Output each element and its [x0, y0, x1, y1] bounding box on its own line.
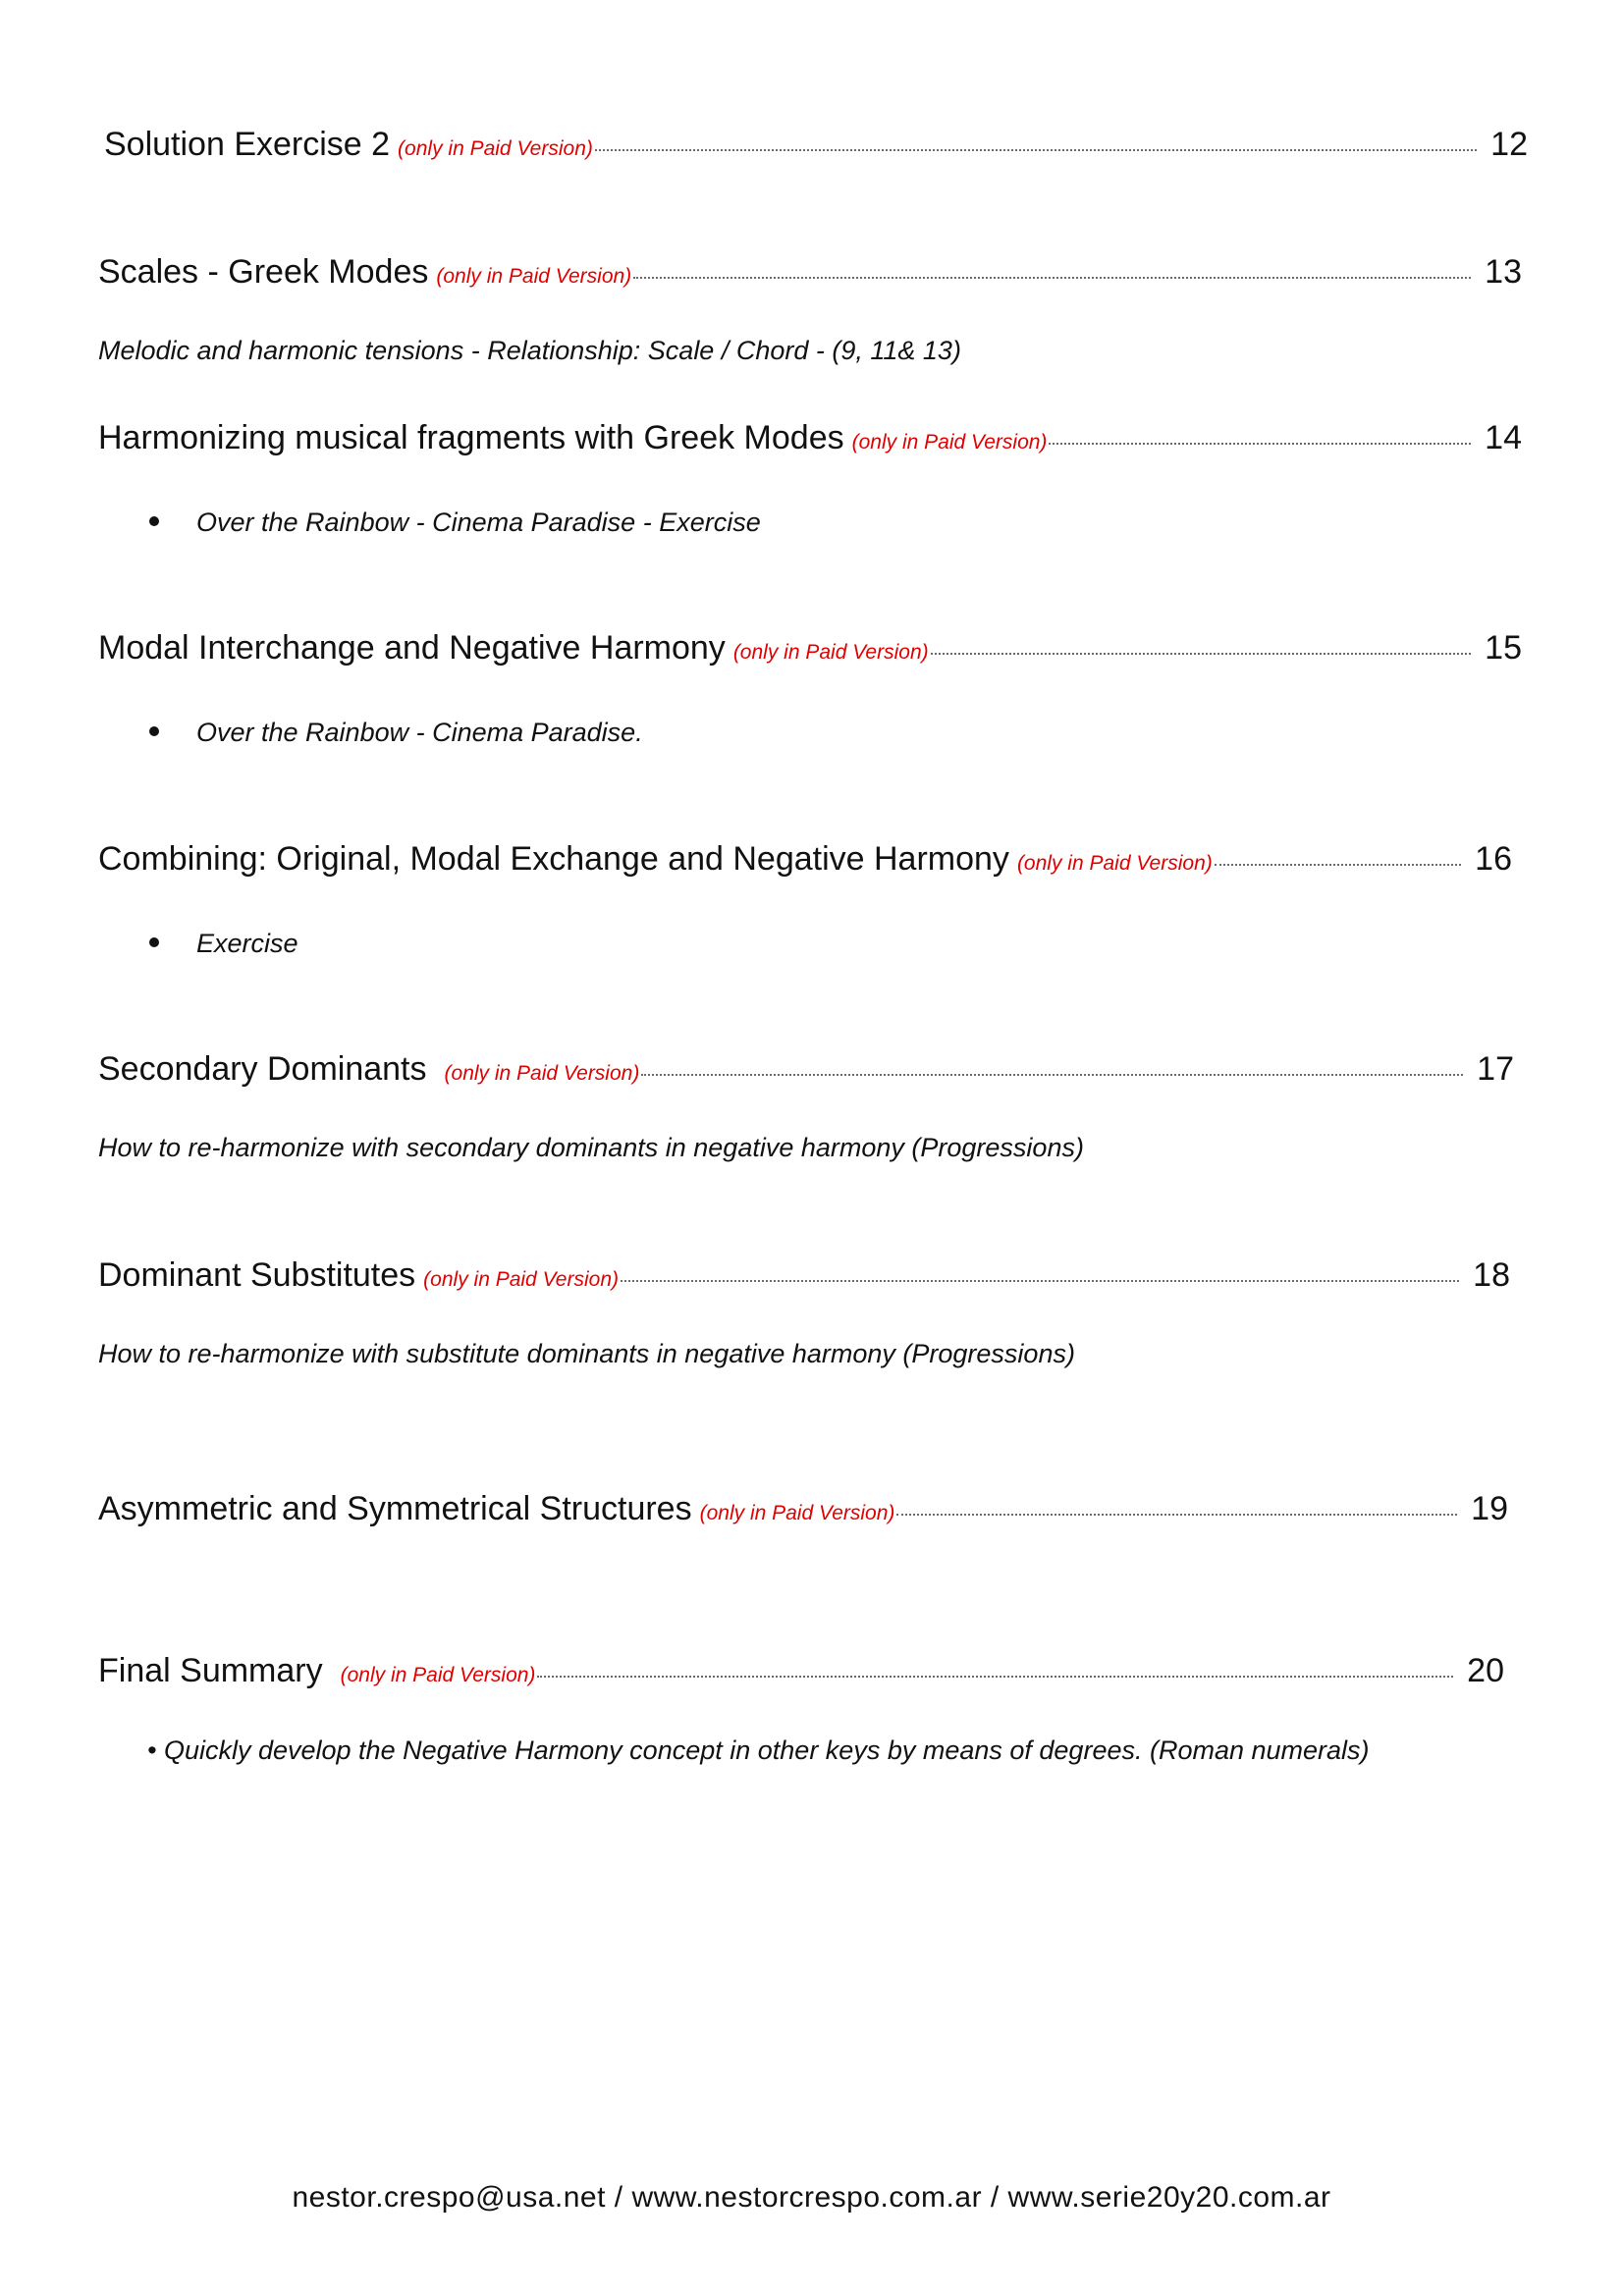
toc-bullet-item: [149, 507, 761, 538]
dot-leader: [595, 149, 1477, 151]
dot-leader: [1049, 443, 1471, 445]
toc-entry-final-summary[interactable]: [98, 1652, 1504, 1711]
page-footer: nestor.crespo@usa.net / www.nestorcrespo.com.ar / www.serie20y20.com.ar: [292, 2181, 1331, 2214]
toc-entry-harmonizing-fragments[interactable]: [98, 419, 1522, 478]
bullet-text: Over the Rainbow - Cinema Paradise - Exercise: [196, 507, 761, 537]
toc-page-number: 16: [1475, 840, 1512, 878]
toc-bullet-item: • Quickly develop the Negative Harmony concept in other keys by means of degrees. (Roman numerals): [147, 1735, 1370, 1765]
bullet-icon: [149, 726, 159, 736]
paid-version-note: (only in Paid Version): [1016, 852, 1213, 875]
toc-bullet-item: [149, 718, 643, 748]
toc-page-number: 13: [1485, 253, 1522, 291]
toc-entry-title: Secondary Dominants: [98, 1050, 427, 1088]
toc-entry-title: Dominant Substitutes: [98, 1256, 416, 1294]
toc-page-number: 15: [1485, 629, 1522, 667]
toc-entry-scales-greek-modes[interactable]: [98, 253, 1522, 312]
paid-version-note: (only in Paid Version): [436, 265, 632, 288]
toc-page-number: 14: [1485, 419, 1522, 456]
toc-page-number: 18: [1473, 1256, 1510, 1294]
paid-version-note: (only in Paid Version): [851, 431, 1048, 454]
dot-leader: [621, 1280, 1459, 1282]
toc-entry-structures[interactable]: [98, 1490, 1508, 1549]
toc-entry-solution-exercise-2[interactable]: [104, 126, 1528, 185]
dot-leader: [931, 653, 1472, 655]
toc-entry-title: Asymmetric and Symmetrical Structures: [98, 1490, 692, 1527]
toc-entry-title: Solution Exercise 2: [104, 126, 391, 163]
dot-leader: [537, 1676, 1453, 1678]
toc-entry-title: Scales - Greek Modes: [98, 253, 429, 291]
paid-version-note: (only in Paid Version): [340, 1664, 536, 1686]
toc-entry-title: Modal Interchange and Negative Harmony: [98, 629, 726, 667]
bullet-text: Exercise: [196, 929, 298, 958]
toc-page-number: 17: [1477, 1050, 1514, 1088]
toc-page-number: 12: [1490, 126, 1528, 163]
dot-leader: [641, 1074, 1463, 1076]
toc-page-number: 20: [1467, 1652, 1504, 1689]
dot-leader: [633, 277, 1471, 279]
toc-entry-title: Combining: Original, Modal Exchange and Negative Harmony: [98, 840, 1009, 878]
toc-entry-secondary-dominants[interactable]: [98, 1050, 1514, 1109]
bullet-icon: [149, 516, 159, 526]
dot-leader: [1215, 864, 1461, 866]
toc-page-number: 19: [1471, 1490, 1508, 1527]
toc-entry-dominant-substitutes[interactable]: [98, 1256, 1510, 1315]
bullet-icon: [149, 937, 159, 947]
paid-version-note: (only in Paid Version): [699, 1502, 895, 1524]
paid-version-note: (only in Paid Version): [423, 1268, 619, 1291]
toc-entry-modal-interchange[interactable]: [98, 629, 1522, 688]
paid-version-note: (only in Paid Version): [398, 137, 593, 160]
toc-entry-combining[interactable]: [98, 840, 1512, 899]
toc-entry-subtitle: How to re-harmonize with substitute dominants in negative harmony (Progressions): [98, 1339, 1075, 1368]
toc-entry-subtitle: How to re-harmonize with secondary dominants in negative harmony (Progressions): [98, 1133, 1084, 1162]
dot-leader: [896, 1514, 1457, 1516]
paid-version-note: (only in Paid Version): [732, 641, 929, 664]
toc-bullet-item: [149, 929, 298, 959]
paid-version-note: (only in Paid Version): [444, 1062, 640, 1085]
toc-entry-title: Final Summary: [98, 1652, 323, 1689]
toc-entry-subtitle: Melodic and harmonic tensions - Relationship: Scale / Chord - (9, 11& 13): [98, 336, 961, 365]
toc-entry-title: Harmonizing musical fragments with Greek Modes: [98, 419, 844, 456]
bullet-text: Over the Rainbow - Cinema Paradise.: [196, 718, 643, 747]
